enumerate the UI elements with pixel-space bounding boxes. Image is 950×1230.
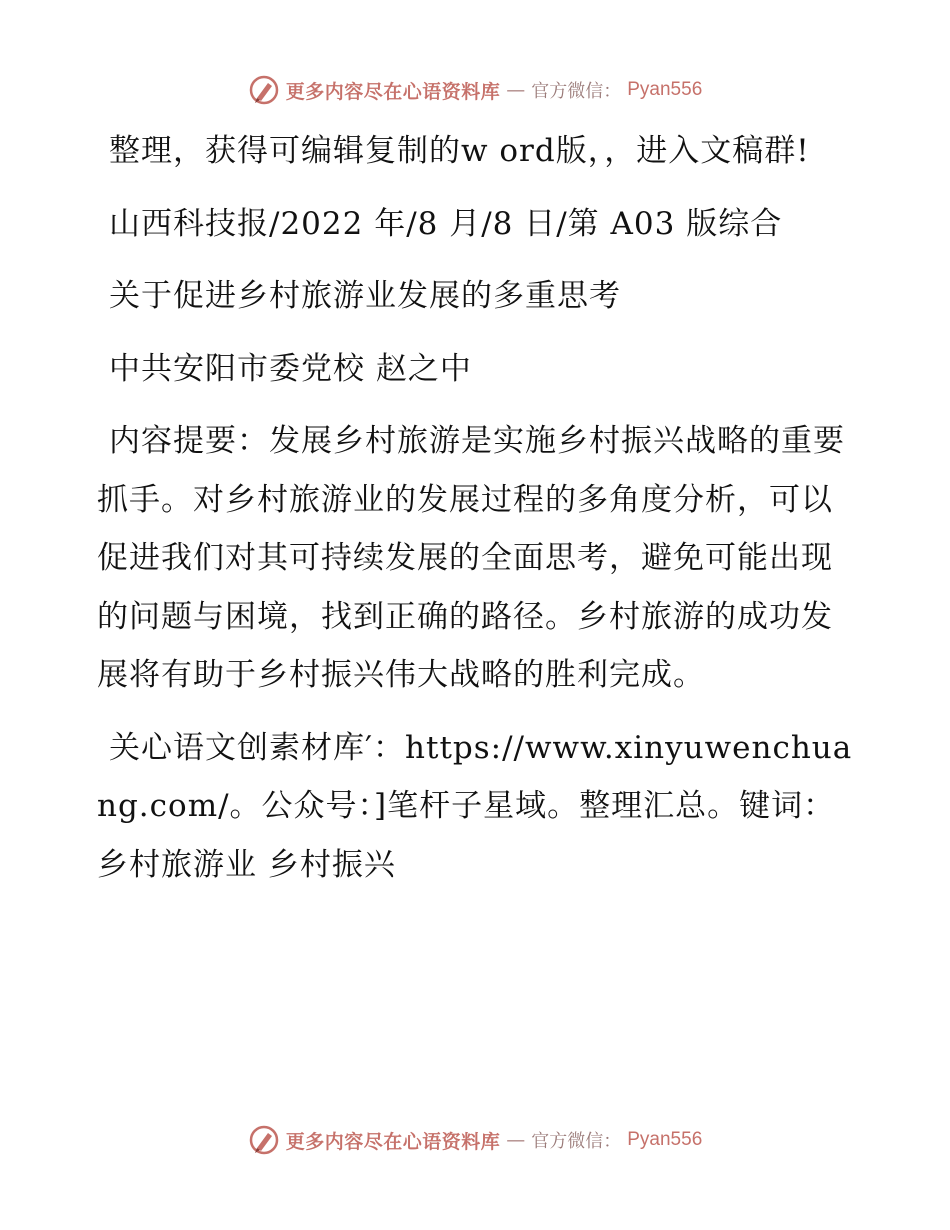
abstract-paragraph: 内容提要：发展乡村旅游是实施乡村振兴战略的重要抓手。对乡村旅游业的发展过程的多角度分析，可以促进我们对其可持续发展的全面思考，避免可能出现的问题与困境，找到正确的路径。乡村旅游的成功发展将有助于乡村振兴伟大战略的胜利完成。 bbox=[97, 423, 845, 693]
author-line: 中共安阳市委党校 赵之中 bbox=[109, 350, 472, 387]
document-body bbox=[97, 122, 857, 908]
pen-logo-icon bbox=[248, 1124, 280, 1156]
watermark-site-text: 更多内容尽在心语资料库 bbox=[285, 80, 501, 103]
article-title: 关于促进乡村旅游业发展的多重思考 bbox=[109, 278, 621, 314]
footer-watermark bbox=[0, 1120, 950, 1160]
watermark-label: 官方微信： bbox=[531, 1131, 622, 1152]
pen-logo-icon bbox=[248, 74, 280, 106]
source-line: 山西科技报/2022 年/8 月/8 日/第 A03 版综合 bbox=[109, 205, 783, 242]
header-watermark bbox=[0, 70, 950, 110]
watermark-separator: — bbox=[506, 79, 526, 101]
watermark-separator: — bbox=[506, 1129, 526, 1151]
watermark-id: Pyan556 bbox=[627, 1129, 703, 1150]
keywords-paragraph: 关心语文创素材库′：https://www.xinyuwenchuang.com/。公众号：]笔杆子星域。整理汇总。键词：乡村旅游业 乡村振兴 bbox=[97, 729, 853, 883]
watermark-site-text: 更多内容尽在心语资料库 bbox=[285, 1130, 501, 1153]
intro-line: 整理，获得可编辑复制的w ord版，，进入文稿群! bbox=[109, 133, 810, 169]
watermark-id: Pyan556 bbox=[627, 79, 703, 100]
watermark-label: 官方微信： bbox=[531, 81, 622, 102]
